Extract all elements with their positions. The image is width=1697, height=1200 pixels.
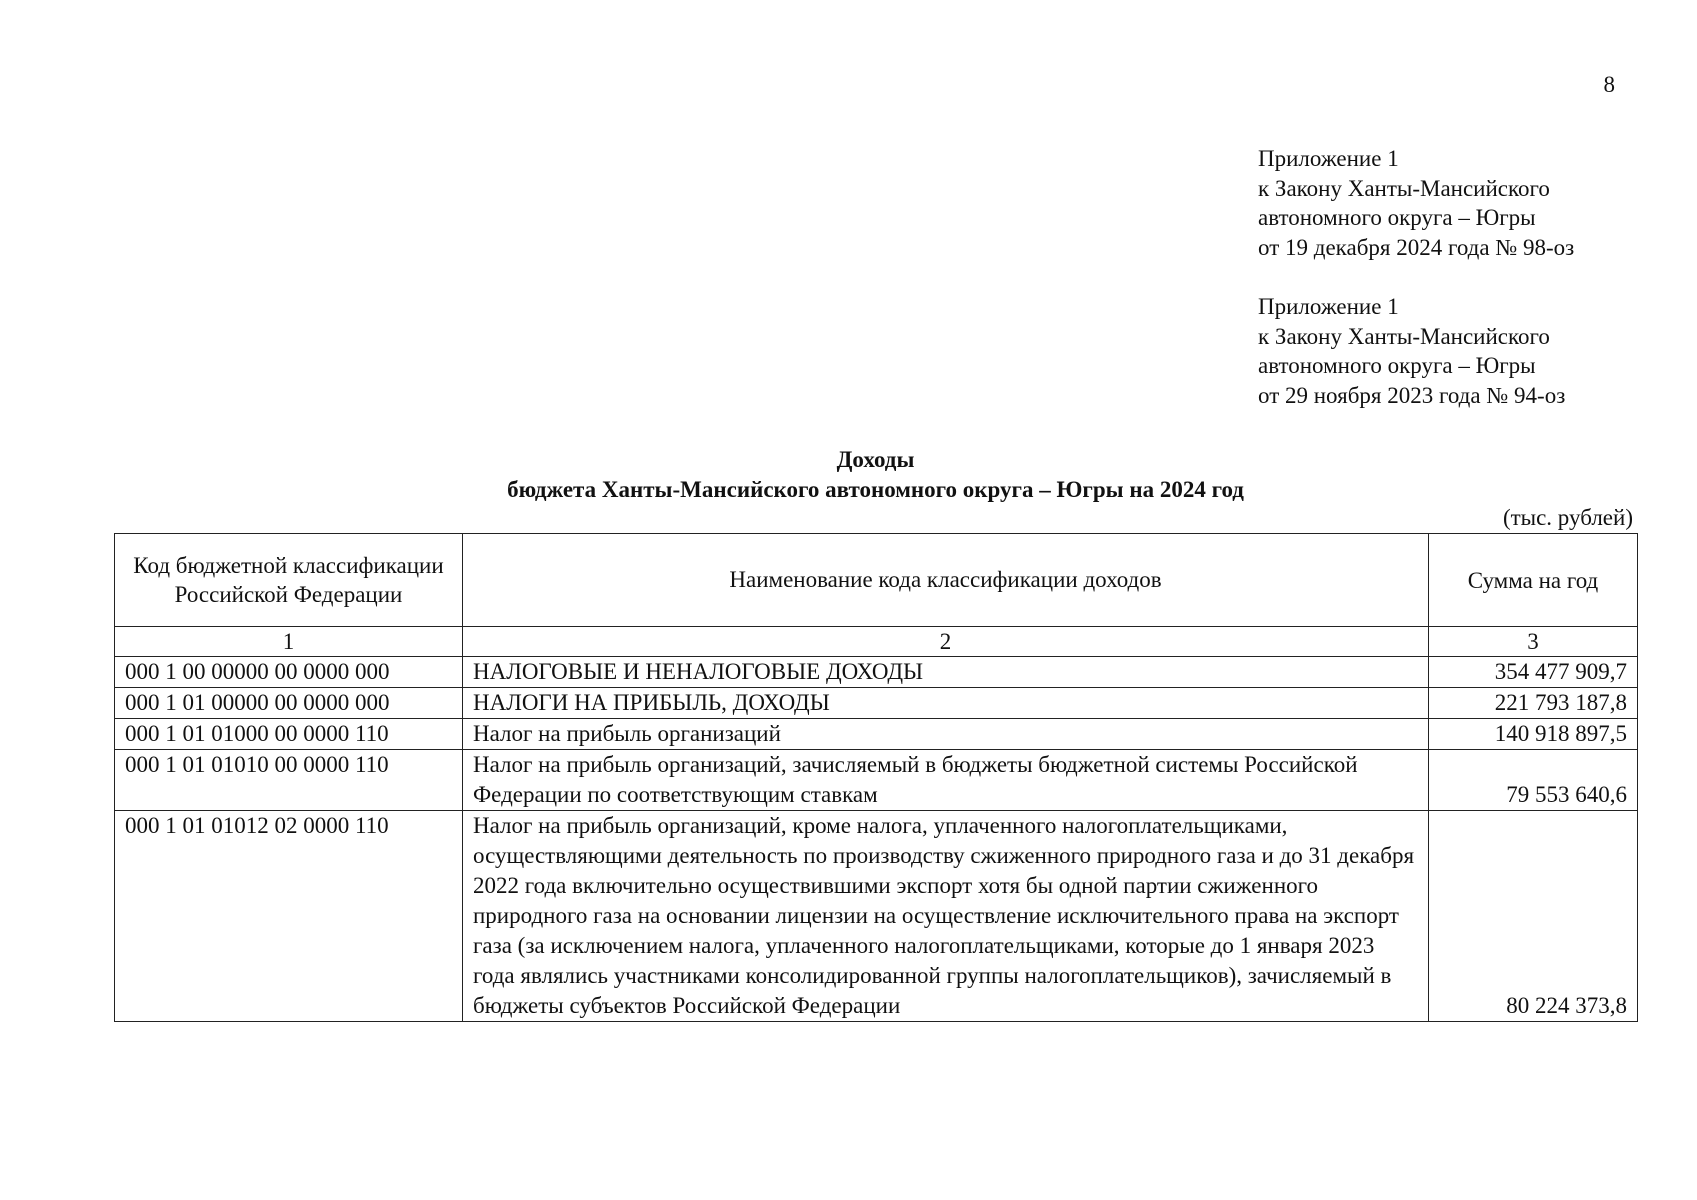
row-code: 000 1 01 01012 02 0000 110	[115, 811, 463, 1022]
appendix-line: от 29 ноября 2023 года № 94-оз	[1258, 382, 1566, 408]
appendix-line: от 19 декабря 2024 года № 98-оз	[1258, 234, 1575, 260]
table-header-row	[115, 534, 1638, 627]
row-code: 000 1 01 01010 00 0000 110	[115, 750, 463, 811]
page-number: 8	[1603, 72, 1615, 97]
row-amount: 79 553 640,6	[1429, 750, 1638, 811]
appendix-line: автономного округа – Югры	[1258, 353, 1536, 378]
units-label: (тыс. рублей)	[1502, 505, 1633, 530]
row-amount: 80 224 373,8	[1429, 811, 1638, 1022]
title-line-2: бюджета Ханты-Мансийского автономного округа – Югры на 2024 год	[507, 477, 1244, 502]
table-row	[115, 719, 1638, 750]
row-amount: 354 477 909,7	[1429, 657, 1638, 688]
row-amount: 140 918 897,5	[1429, 719, 1638, 750]
header-code: Код бюджетной классификации Российской Федерации	[115, 534, 463, 627]
row-name: Налог на прибыль организаций, кроме налога, уплаченного налогоплательщиками, осуществляющими деятельность по производству сжиженного природного газа и до 31 декабря 2022 года включительно осуществившими экспорт хотя бы одной партии сжиженного природного газа на основании лицензии на осуществление исключительного права на экспорт газа (за исключением налога, уплаченного налогоплательщиками, которые до 1 января 2023 года являлись участниками консолидированной группы налогоплательщиков), зачисляемый в бюджеты субъектов Российской Федерации	[463, 811, 1429, 1022]
column-number: 1	[115, 627, 463, 657]
header-sum: Сумма на год	[1429, 534, 1638, 627]
column-number: 3	[1429, 627, 1638, 657]
document-title	[114, 445, 1637, 505]
income-table	[114, 533, 1638, 1022]
row-name: Налог на прибыль организаций	[463, 719, 1429, 750]
row-name: НАЛОГИ НА ПРИБЫЛЬ, ДОХОДЫ	[463, 688, 1429, 719]
column-number: 2	[463, 627, 1429, 657]
appendix-current-amendment	[1258, 144, 1574, 262]
row-code: 000 1 00 00000 00 0000 000	[115, 657, 463, 688]
row-name: НАЛОГОВЫЕ И НЕНАЛОГОВЫЕ ДОХОДЫ	[463, 657, 1429, 688]
table-row	[115, 688, 1638, 719]
appendix-line: к Закону Ханты-Мансийского	[1258, 323, 1550, 349]
row-name: Налог на прибыль организаций, зачисляемый в бюджеты бюджетной системы Российской Федерации по соответствующим ставкам	[463, 750, 1429, 811]
column-numbering-row	[115, 627, 1638, 657]
appendix-line: к Закону Ханты-Мансийского	[1258, 175, 1550, 201]
appendix-line: Приложение 1	[1258, 146, 1399, 171]
header-name: Наименование кода классификации доходов	[463, 534, 1429, 627]
table-row	[115, 657, 1638, 688]
table-row	[115, 811, 1638, 1022]
title-line-1: Доходы	[836, 447, 915, 472]
row-code: 000 1 01 01000 00 0000 110	[115, 719, 463, 750]
row-amount: 221 793 187,8	[1429, 688, 1638, 719]
appendix-original-law	[1258, 292, 1565, 410]
appendix-line: Приложение 1	[1258, 294, 1399, 319]
row-code: 000 1 01 00000 00 0000 000	[115, 688, 463, 719]
appendix-line: автономного округа – Югры	[1258, 205, 1536, 230]
table-row	[115, 750, 1638, 811]
